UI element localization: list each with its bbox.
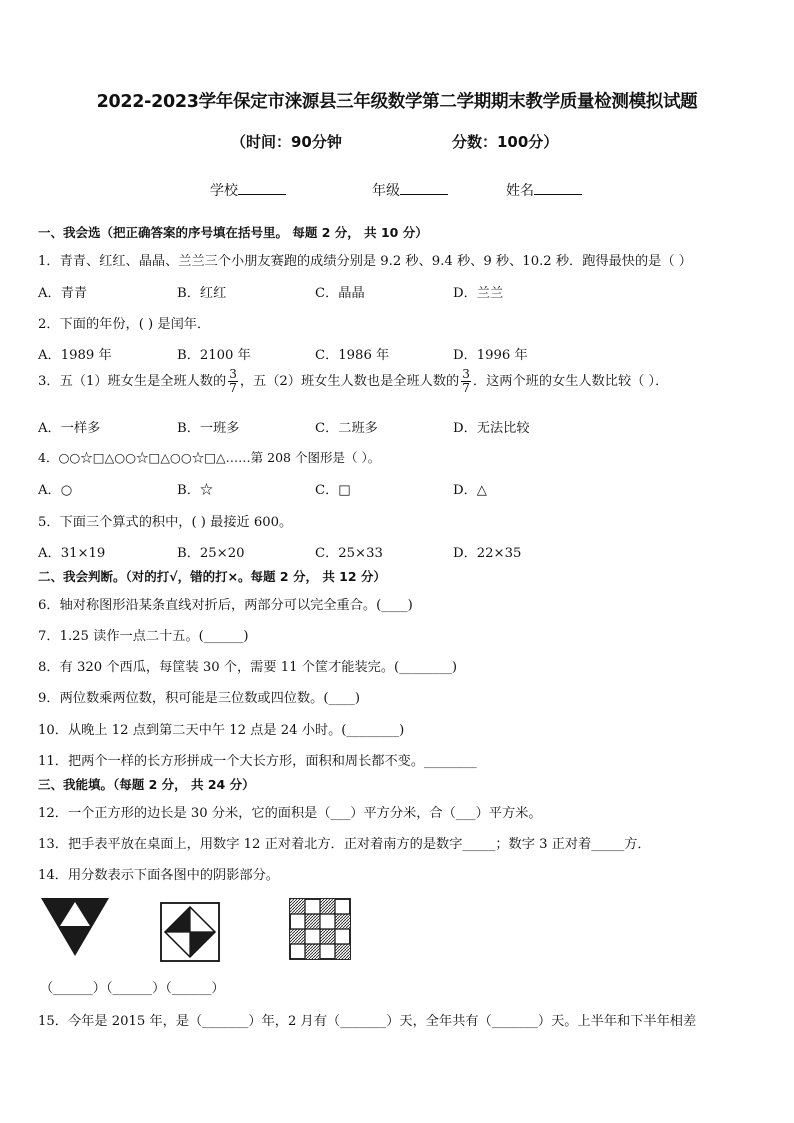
q5-option-b[interactable]: B．25×20 xyxy=(177,546,245,561)
question-1: 1．青青、红红、晶晶、兰兰三个小朋友赛跑的成绩分别是 9.2 秒、9.4 秒、9 秒、10.2 秒．跑得最快的是（ ） xyxy=(38,254,692,269)
question-8: 8．有 320 个西瓜，每筐装 30 个，需要 11 个筐才能装完。(________) xyxy=(38,660,458,675)
fraction-numerator: 3 xyxy=(462,367,470,381)
school-blank[interactable] xyxy=(238,180,286,195)
figure-grid xyxy=(289,898,351,960)
q4-option-d[interactable]: D．△ xyxy=(453,483,487,498)
q3-option-d[interactable]: D．无法比较 xyxy=(453,421,530,436)
q2-option-a[interactable]: A．1989 年 xyxy=(38,348,112,363)
q3-part-2: ，五（2）班女生人数也是全班人数的 xyxy=(239,374,460,389)
question-12: 12．一个正方形的边长是 30 分米，它的面积是（___）平方分米，合（___）平方米。 xyxy=(38,806,542,821)
grade-blank[interactable] xyxy=(400,180,448,195)
fraction-denominator: 7 xyxy=(462,381,470,395)
q3-option-b[interactable]: B．一班多 xyxy=(177,421,240,436)
q2-option-d[interactable]: D．1996 年 xyxy=(453,348,528,363)
q1-option-b[interactable]: B．红红 xyxy=(177,286,227,301)
figure-square-diamond xyxy=(160,902,220,962)
q1-option-c[interactable]: C．晶晶 xyxy=(315,286,365,301)
name-blank[interactable] xyxy=(534,180,582,195)
section-2-heading: 二、我会判断。（对的打√，错的打×。每题 2 分， 共 12 分） xyxy=(38,569,386,584)
q3-option-a[interactable]: A．一样多 xyxy=(38,421,101,436)
q3-part-3: ．这两个班的女生人数比较（ ）． xyxy=(472,374,669,389)
q4-option-c[interactable]: C．□ xyxy=(315,483,351,498)
grade-field xyxy=(372,180,448,200)
grade-label: 年级 xyxy=(372,183,400,199)
q2-option-b[interactable]: B．2100 年 xyxy=(177,348,251,363)
figure-triangle xyxy=(40,896,110,958)
q1-option-d[interactable]: D．兰兰 xyxy=(453,286,504,301)
page-title: 2022-2023学年保定市涞源县三年级数学第二学期期末教学质量检测模拟试题 xyxy=(96,92,698,112)
name-field xyxy=(506,180,582,200)
time-label: （时间：90分钟 xyxy=(231,133,342,151)
q5-option-d[interactable]: D．22×35 xyxy=(453,546,522,561)
school-field xyxy=(210,180,286,200)
section-3-heading: 三、我能填。（每题 2 分， 共 24 分） xyxy=(38,777,255,792)
q3-part-1: 3．五（1）班女生是全班人数的 xyxy=(38,374,227,389)
q4-option-a[interactable]: A．○ xyxy=(38,483,73,498)
q4-option-b[interactable]: B．☆ xyxy=(177,483,214,498)
fraction-numerator: 3 xyxy=(229,367,237,381)
school-label: 学校 xyxy=(210,183,238,199)
question-4: 4．○○☆□△○○☆□△○○☆□△……第 208 个图形是（ ）。 xyxy=(38,450,381,465)
q2-option-c[interactable]: C．1986 年 xyxy=(315,348,390,363)
question-5: 5．下面三个算式的积中，( ) 最接近 600。 xyxy=(38,515,293,530)
question-7: 7．1.25 读作一点二十五。(______) xyxy=(38,629,249,644)
question-2: 2．下面的年份，( ) 是闰年． xyxy=(38,317,211,332)
question-14: 14．用分数表示下面各图中的阴影部分。 xyxy=(38,868,279,883)
score-label: 分数：100分） xyxy=(452,133,559,151)
question-10: 10．从晚上 12 点到第二天中午 12 点是 24 小时。(________) xyxy=(38,723,405,738)
question-9: 9．两位数乘两位数，积可能是三位数或四位数。(____) xyxy=(38,691,360,706)
fraction-3-7-a xyxy=(228,368,238,395)
question-11: 11．把两个一样的长方形拼成一个大长方形，面积和周长都不变。________ xyxy=(38,754,477,769)
q1-option-a[interactable]: A．青青 xyxy=(38,286,88,301)
question-3 xyxy=(38,368,668,395)
fraction-3-7-b xyxy=(461,368,471,395)
q3-option-c[interactable]: C．二班多 xyxy=(315,421,378,436)
q5-option-a[interactable]: A．31×19 xyxy=(38,546,106,561)
question-15: 15．今年是 2015 年，是（_______）年，2 月有（_______）天，全年共有（_______）天。上半年和下半年相差 xyxy=(38,1014,697,1029)
q5-option-c[interactable]: C．25×33 xyxy=(315,546,383,561)
name-label: 姓名 xyxy=(506,183,534,199)
section-1-heading: 一、我会选（把正确答案的序号填在括号里。 每题 2 分， 共 10 分） xyxy=(38,225,428,240)
fraction-denominator: 7 xyxy=(229,381,237,395)
question-13: 13．把手表平放在桌面上，用数字 12 正对着北方．正对着南方的是数字_____；数字 3 正对着_____方． xyxy=(38,837,651,852)
question-6: 6．轴对称图形沿某条直线对折后，两部分可以完全重合。(____) xyxy=(38,598,413,613)
q14-answer-blanks[interactable]: （______）（______）（______） xyxy=(40,981,225,996)
